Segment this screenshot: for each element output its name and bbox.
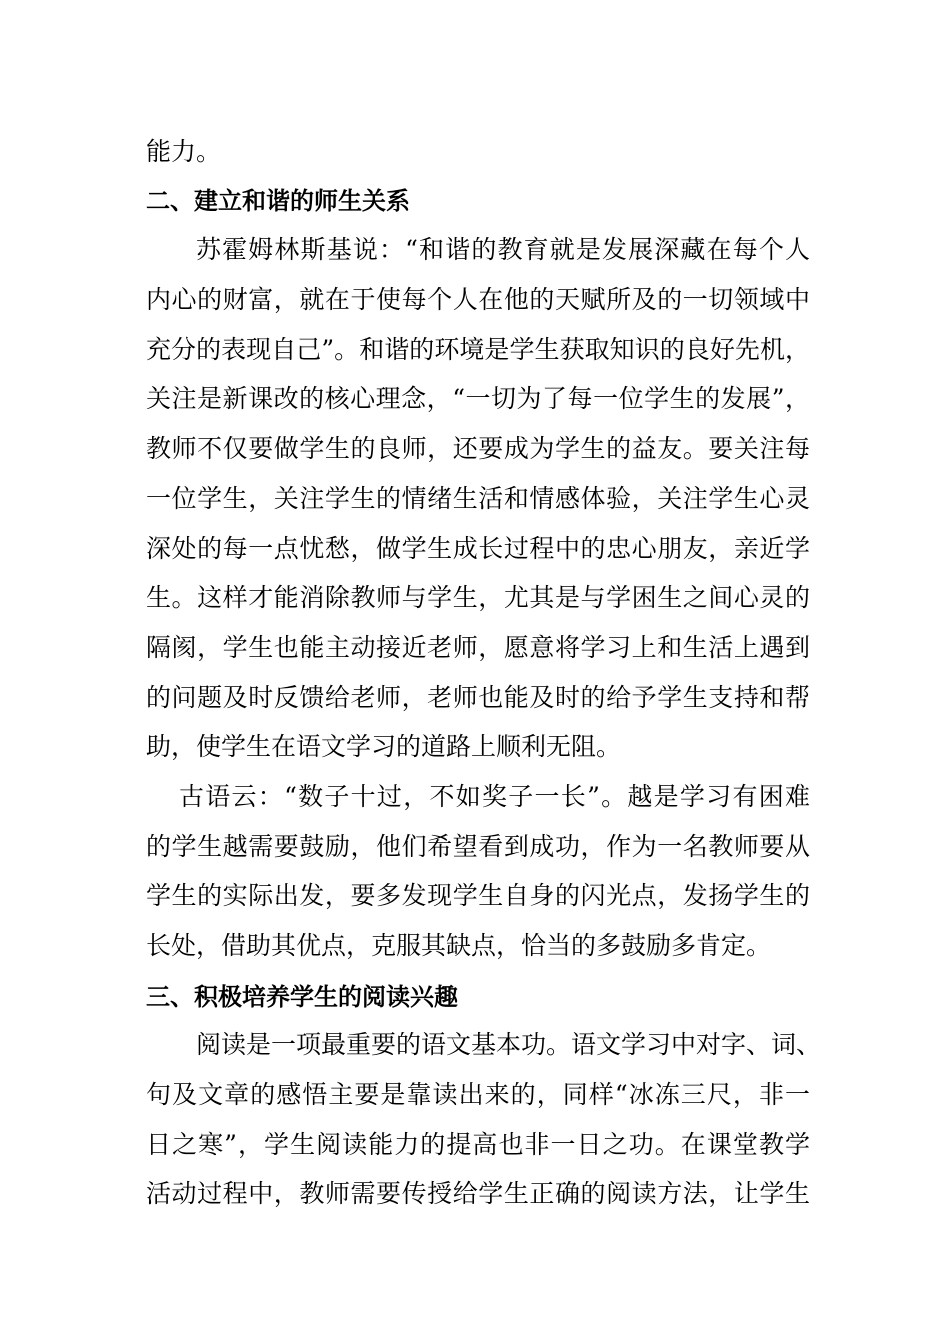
paragraph-line: 句及文章的感悟主要是靠读出来的，同样“冰冻三尺，非一 [146, 1080, 810, 1109]
paragraph-line: 能力。 [146, 137, 222, 166]
section-heading-2: 二、建立和谐的师生关系 [146, 187, 410, 215]
paragraph-line: 教师不仅要做学生的良师，还要成为学生的益友。要关注每 [146, 434, 810, 463]
paragraph-line: 日之寒”，学生阅读能力的提高也非一日之功。在课堂教学 [146, 1130, 810, 1159]
document-page [146, 0, 822, 1344]
section-heading-3: 三、积极培养学生的阅读兴趣 [146, 983, 458, 1011]
paragraph-line: 隔阂，学生也能主动接近老师，愿意将学习上和生活上遇到 [146, 633, 810, 662]
paragraph-line: 长处，借助其优点，克服其缺点，恰当的多鼓励多肯定。 [146, 931, 772, 960]
paragraph-line: 深处的每一点忧愁，做学生成长过程中的忠心朋友，亲近学 [146, 534, 810, 563]
paragraph-line: 生。这样才能消除教师与学生，尤其是与学困生之间心灵的 [146, 583, 810, 612]
paragraph-line: 助，使学生在语文学习的道路上顺利无阻。 [146, 732, 622, 761]
paragraph-line: 一位学生，关注学生的情绪生活和情感体验，关注学生心灵 [146, 484, 810, 513]
paragraph-line: 内心的财富，就在于使每个人在他的天赋所及的一切领域中 [146, 285, 810, 314]
paragraph-line: 充分的表现自己”。和谐的环境是学生获取知识的良好先机， [146, 335, 810, 364]
paragraph-line: 关注是新课改的核心理念，“一切为了每一位学生的发展”， [146, 384, 810, 413]
paragraph-line: 古语云：“数子十过，不如奖子一长”。越是学习有困难 [179, 782, 810, 811]
paragraph-line: 的问题及时反馈给老师，老师也能及时的给予学生支持和帮 [146, 683, 810, 712]
paragraph-line: 的学生越需要鼓励，他们希望看到成功，作为一名教师要从 [146, 832, 810, 861]
paragraph-line: 活动过程中，教师需要传授给学生正确的阅读方法，让学生 [146, 1179, 810, 1208]
paragraph-line: 苏霍姆林斯基说：“和谐的教育就是发展深藏在每个人 [196, 235, 810, 264]
paragraph-line: 阅读是一项最重要的语文基本功。语文学习中对字、词、 [196, 1030, 822, 1059]
paragraph-line: 学生的实际出发，要多发现学生自身的闪光点，发扬学生的 [146, 881, 810, 910]
